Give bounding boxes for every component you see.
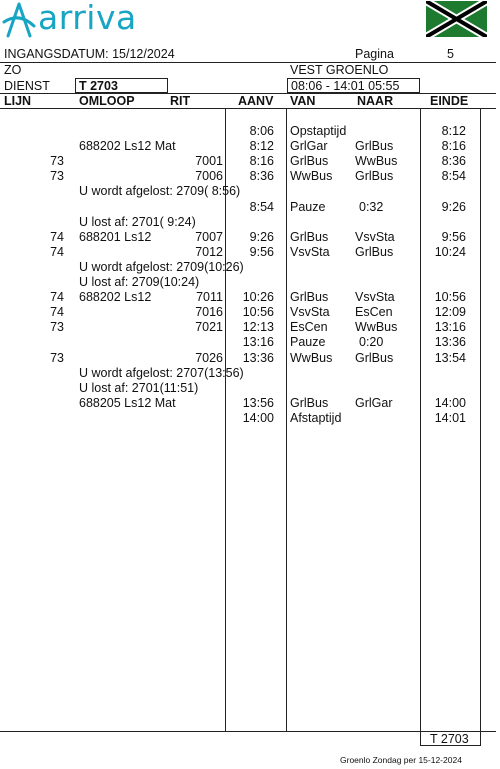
- col-aanv: AANV: [238, 94, 274, 108]
- cell-van: WwBus: [290, 169, 333, 184]
- table-row: [0, 320, 500, 335]
- cell-aanv: 8:54: [249, 199, 274, 214]
- col-einde: EINDE: [430, 94, 469, 108]
- table-row: [0, 154, 500, 169]
- cell-aanv: 14:00: [242, 410, 274, 425]
- location-label: VEST GROENLO: [290, 63, 389, 77]
- cell-naar: 0:32: [359, 199, 384, 214]
- cell-van: Pauze: [290, 335, 326, 350]
- cell-lijn: 74: [50, 244, 64, 259]
- cell-rit: 7021: [195, 320, 223, 335]
- note-row: [0, 260, 500, 275]
- header-divider-top: [0, 62, 496, 63]
- cell-van: VsvSta: [290, 305, 330, 320]
- cell-rit: 7007: [195, 229, 223, 244]
- cell-naar: VsvSta: [355, 229, 395, 244]
- table-row: [0, 139, 500, 154]
- dienst-value: T 2703: [79, 79, 118, 93]
- cell-einde: 10:56: [434, 290, 466, 305]
- cell-van: Opstaptijd: [290, 124, 347, 138]
- cell-omloop: 688201 Ls12: [79, 229, 152, 244]
- footer-dienst-value: T 2703: [430, 732, 469, 746]
- cell-lijn: 73: [50, 154, 64, 169]
- cell-rit: 7016: [195, 305, 223, 320]
- cell-naar: GrlBus: [355, 169, 394, 184]
- relief-note: U wordt afgelost: 2709( 8:56): [79, 184, 241, 199]
- table-row: [0, 200, 500, 215]
- cell-aanv: 8:12: [249, 139, 274, 154]
- cell-van: VsvSta: [290, 244, 330, 259]
- cell-naar: GrlBus: [355, 350, 394, 365]
- header-divider-bottom: [0, 108, 496, 109]
- cell-omloop: 688202 Ls12 Mat: [79, 139, 176, 154]
- cell-einde: 10:24: [434, 244, 466, 259]
- cell-einde: 8:54: [441, 169, 466, 184]
- note-row: [0, 215, 500, 230]
- cell-einde: 13:54: [434, 350, 466, 365]
- arriva-logo: [2, 2, 152, 40]
- table-row: [0, 411, 500, 426]
- cell-aanv: 13:36: [242, 350, 274, 365]
- pagina-number: 5: [447, 47, 454, 61]
- cell-van: GrlBus: [290, 229, 329, 244]
- cell-naar: WwBus: [355, 320, 398, 335]
- cell-einde: 14:00: [434, 395, 466, 410]
- cell-van: WwBus: [290, 350, 333, 365]
- cell-lijn: 74: [50, 229, 64, 244]
- cell-aanv: 8:06: [249, 124, 274, 138]
- cell-lijn: 74: [50, 305, 64, 320]
- cell-naar: GrlGar: [355, 395, 393, 410]
- note-row: [0, 184, 500, 199]
- cell-rit: 7011: [196, 290, 223, 305]
- arriva-logo-icon: [2, 2, 36, 38]
- cell-naar: VsvSta: [355, 290, 395, 305]
- table-row: [0, 230, 500, 245]
- dienst-label: DIENST: [4, 79, 50, 93]
- cell-lijn: 73: [50, 320, 64, 335]
- relief-note: U lost af: 2701( 9:24): [79, 214, 196, 229]
- col-lijn: LIJN: [4, 94, 32, 108]
- cell-einde: 8:36: [441, 154, 466, 169]
- relief-note: U wordt afgelost: 2707(13:56): [79, 365, 244, 380]
- cell-aanv: 13:16: [242, 335, 274, 350]
- pagina-label: Pagina: [355, 47, 394, 61]
- cell-van: GrlBus: [290, 395, 329, 410]
- cell-einde: 13:16: [434, 320, 466, 335]
- cell-lijn: 74: [50, 290, 64, 305]
- note-row: [0, 366, 500, 381]
- cell-van: GrlGar: [290, 139, 328, 154]
- cell-van: Afstaptijd: [290, 410, 342, 425]
- table-row: [0, 335, 500, 350]
- footer-caption: Groenlo Zondag per 15-12-2024: [340, 755, 462, 765]
- cell-van: EsCen: [290, 320, 328, 335]
- time-span: 08:06 - 14:01 05:55: [291, 79, 400, 93]
- cell-aanv: 8:16: [249, 154, 274, 169]
- cell-lijn: 73: [50, 350, 64, 365]
- col-van: VAN: [290, 94, 316, 108]
- cell-einde: 8:12: [441, 124, 466, 138]
- cell-aanv: 10:26: [242, 290, 274, 305]
- table-row: [0, 169, 500, 184]
- table-row: [0, 351, 500, 366]
- cell-einde: 9:26: [441, 199, 466, 214]
- cell-aanv: 12:13: [242, 320, 274, 335]
- ingangsdatum-label: INGANGSDATUM: 15/12/2024: [4, 47, 175, 61]
- table-row: [0, 124, 500, 139]
- cell-naar: EsCen: [355, 305, 393, 320]
- note-row: [0, 381, 500, 396]
- cell-aanv: 9:26: [249, 229, 274, 244]
- cell-naar: GrlBus: [355, 244, 394, 259]
- relief-note: U lost af: 2709(10:24): [79, 275, 200, 289]
- cell-van: GrlBus: [290, 290, 329, 305]
- cell-rit: 7001: [195, 154, 223, 169]
- cell-rit: 7026: [195, 350, 223, 365]
- table-row: [0, 245, 500, 260]
- table-row: [0, 305, 500, 320]
- cell-einde: 8:16: [441, 139, 466, 154]
- cell-einde: 13:36: [434, 335, 466, 350]
- table-row: [0, 290, 500, 305]
- cell-naar: GrlBus: [355, 139, 394, 154]
- cell-naar: WwBus: [355, 154, 398, 169]
- cell-aanv: 10:56: [242, 305, 274, 320]
- table-row: [0, 396, 500, 411]
- cell-rit: 7006: [195, 169, 223, 184]
- cell-aanv: 13:56: [242, 395, 274, 410]
- cell-lijn: 73: [50, 169, 64, 184]
- cell-omloop: 688202 Ls12: [79, 290, 152, 305]
- cell-einde: 9:56: [441, 229, 466, 244]
- arriva-logo-text: arriva: [38, 0, 137, 37]
- cell-einde: 12:09: [434, 305, 466, 320]
- col-omloop: OMLOOP: [79, 94, 135, 108]
- day-label: ZO: [4, 63, 22, 77]
- province-flag-icon: [426, 1, 487, 37]
- cell-rit: 7012: [195, 244, 223, 259]
- relief-note: U lost af: 2701(11:51): [79, 380, 199, 395]
- cell-aanv: 8:36: [249, 169, 274, 184]
- cell-van: GrlBus: [290, 154, 329, 169]
- note-row: [0, 275, 500, 290]
- cell-van: Pauze: [290, 199, 326, 214]
- relief-note: U wordt afgelost: 2709(10:26): [79, 259, 244, 274]
- cell-einde: 14:01: [434, 410, 466, 425]
- cell-naar: 0:20: [359, 335, 384, 350]
- cell-omloop: 688205 Ls12 Mat: [79, 395, 176, 410]
- cell-aanv: 9:56: [249, 244, 274, 259]
- col-naar: NAAR: [357, 94, 394, 108]
- col-rit: RIT: [170, 94, 191, 108]
